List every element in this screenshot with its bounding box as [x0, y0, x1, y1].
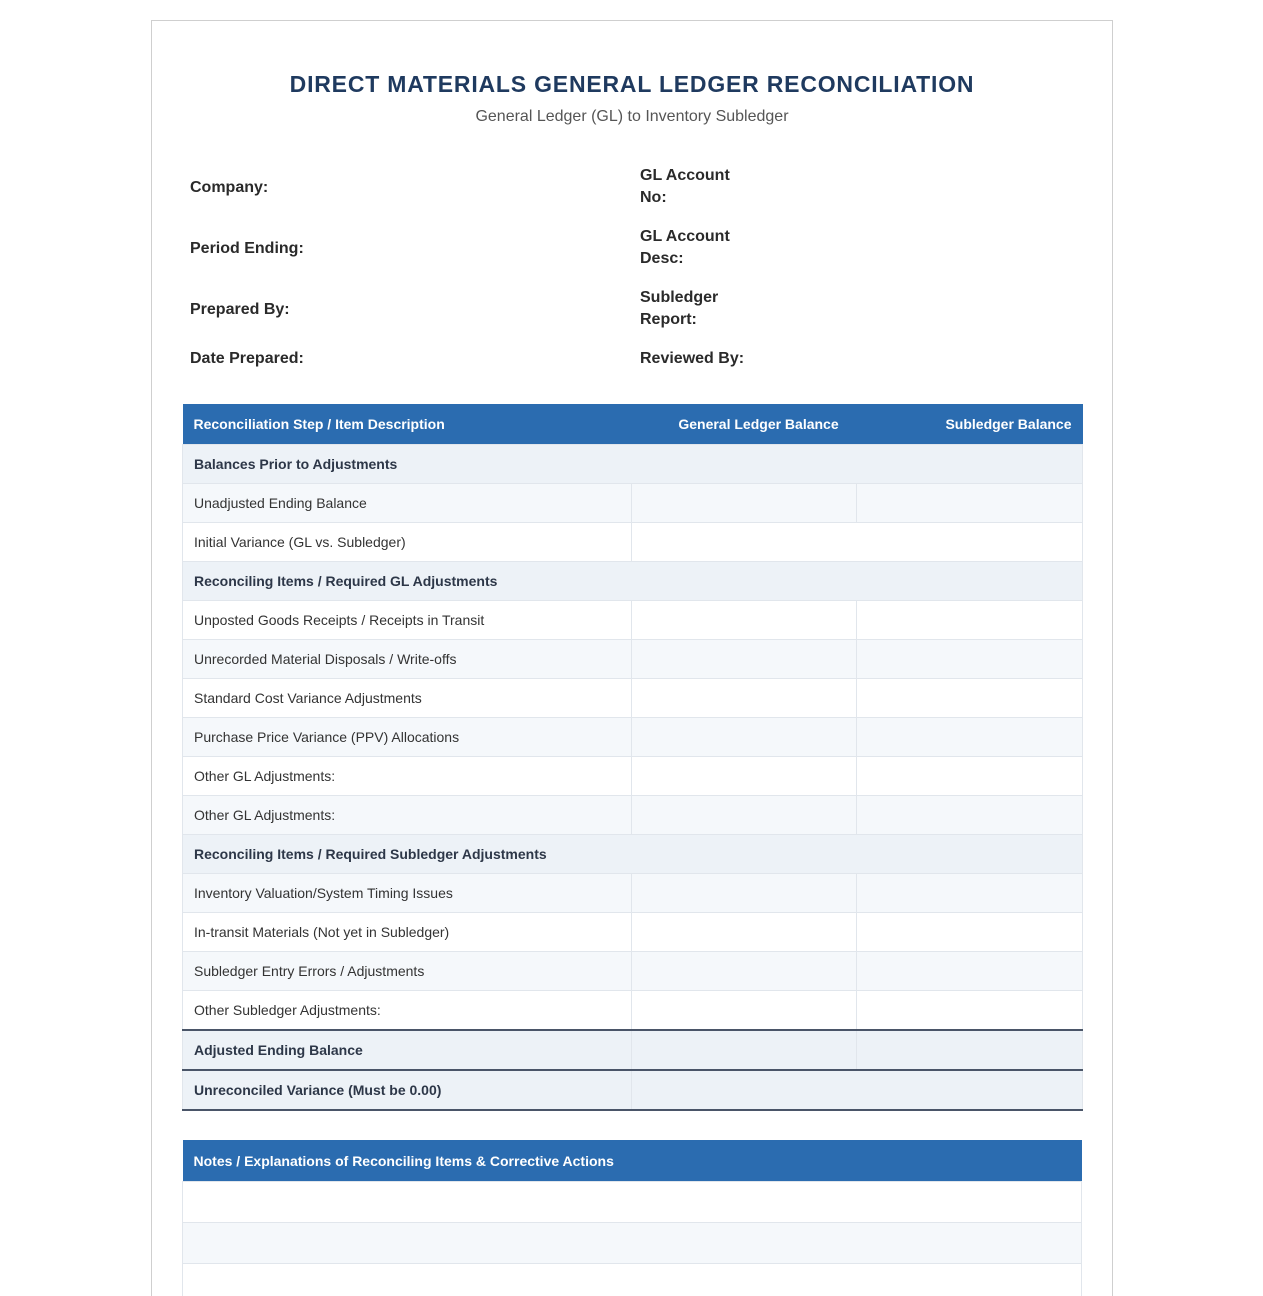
- section-row-subledger-adjustments: [183, 835, 1083, 874]
- gl-balance-cell[interactable]: [632, 679, 857, 718]
- gl-balance-cell[interactable]: [632, 952, 857, 991]
- prepared-by-label: Prepared By:: [190, 301, 290, 318]
- variance-cell[interactable]: [632, 523, 1083, 562]
- gl-balance-cell[interactable]: [632, 640, 857, 679]
- gl-adjusted-balance-cell[interactable]: [632, 1030, 857, 1070]
- subledger-report-label: Subledger Report:: [640, 289, 719, 328]
- gl-account-desc-label: GL Account Desc:: [640, 228, 730, 267]
- row-label-unreconciled-variance: Unreconciled Variance (Must be 0.00): [183, 1070, 632, 1110]
- section-row-gl-adjustments: [183, 562, 1083, 601]
- table-row: [183, 991, 1083, 1031]
- notes-row: [183, 1182, 1082, 1223]
- row-label-valuation: Inventory Valuation/System Timing Issues: [183, 874, 632, 913]
- subledger-balance-cell[interactable]: [857, 601, 1083, 640]
- row-label-other-subledger: Other Subledger Adjustments:: [183, 991, 632, 1031]
- company-label: Company:: [190, 179, 269, 196]
- table-row: [183, 913, 1083, 952]
- row-label-initial-variance: Initial Variance (GL vs. Subledger): [183, 523, 632, 562]
- table-row: [183, 757, 1083, 796]
- notes-table: [182, 1140, 1082, 1296]
- gl-balance-cell[interactable]: [632, 718, 857, 757]
- subledger-balance-cell[interactable]: [857, 796, 1083, 835]
- page-title: DIRECT MATERIALS GENERAL LEDGER RECONCILIATION: [289, 71, 975, 97]
- notes-row: [183, 1223, 1082, 1264]
- table-row: [183, 679, 1083, 718]
- subledger-balance-cell[interactable]: [857, 679, 1083, 718]
- adjusted-balance-row: [183, 1030, 1083, 1070]
- gl-balance-cell[interactable]: [632, 757, 857, 796]
- subledger-balance-cell[interactable]: [857, 484, 1083, 523]
- notes-line[interactable]: [183, 1264, 1082, 1296]
- section-title-prior: Balances Prior to Adjustments: [183, 445, 1083, 484]
- subledger-balance-cell[interactable]: [857, 757, 1083, 796]
- gl-balance-cell[interactable]: [632, 601, 857, 640]
- row-label-adjusted-balance: Adjusted Ending Balance: [183, 1030, 632, 1070]
- table-row: [183, 952, 1083, 991]
- table-header-row: [183, 404, 1083, 445]
- gl-balance-cell[interactable]: [632, 991, 857, 1031]
- row-label-ppv: Purchase Price Variance (PPV) Allocations: [183, 718, 632, 757]
- row-label-unrecorded-disposals: Unrecorded Material Disposals / Write-offs: [183, 640, 632, 679]
- table-row: [183, 601, 1083, 640]
- page-subtitle: General Ledger (GL) to Inventory Subledger: [475, 108, 789, 125]
- row-label-standard-cost: Standard Cost Variance Adjustments: [183, 679, 632, 718]
- table-row: [183, 874, 1083, 913]
- section-title-gl-adjustments: Reconciling Items / Required GL Adjustments: [183, 562, 1083, 601]
- subledger-balance-cell[interactable]: [857, 640, 1083, 679]
- section-title-subledger-adjustments: Reconciling Items / Required Subledger Adjustments: [183, 835, 1083, 874]
- date-prepared-label: Date Prepared:: [190, 350, 304, 367]
- row-label-entry-errors: Subledger Entry Errors / Adjustments: [183, 952, 632, 991]
- gl-balance-cell[interactable]: [632, 913, 857, 952]
- table-row: [183, 796, 1083, 835]
- row-label-other-gl-2: Other GL Adjustments:: [183, 796, 632, 835]
- reconciliation-sheet: [151, 20, 1113, 1296]
- table-row: [183, 523, 1083, 562]
- notes-line[interactable]: [183, 1182, 1082, 1223]
- row-label-unposted-receipts: Unposted Goods Receipts / Receipts in Transit: [183, 601, 632, 640]
- gl-balance-cell[interactable]: [632, 796, 857, 835]
- unreconciled-variance-row: [183, 1070, 1083, 1110]
- table-row: [183, 718, 1083, 757]
- column-header-subledger-balance: Subledger Balance: [857, 404, 1083, 445]
- reconciliation-table: [182, 404, 1083, 1111]
- notes-line[interactable]: [183, 1223, 1082, 1264]
- unreconciled-variance-cell[interactable]: [632, 1070, 1083, 1110]
- row-label-in-transit: In-transit Materials (Not yet in Subledger): [183, 913, 632, 952]
- period-ending-label: Period Ending:: [190, 240, 304, 257]
- gl-balance-cell[interactable]: [632, 874, 857, 913]
- row-label-unadjusted: Unadjusted Ending Balance: [183, 484, 632, 523]
- gl-account-no-label: GL Account No:: [640, 167, 730, 206]
- row-label-other-gl-1: Other GL Adjustments:: [183, 757, 632, 796]
- column-header-description: Reconciliation Step / Item Description: [183, 404, 632, 445]
- subledger-balance-cell[interactable]: [857, 718, 1083, 757]
- notes-row: [183, 1264, 1082, 1296]
- table-row: [183, 640, 1083, 679]
- subledger-balance-cell[interactable]: [857, 991, 1083, 1031]
- reviewed-by-label: Reviewed By:: [640, 350, 745, 367]
- notes-header: Notes / Explanations of Reconciling Items & Corrective Actions: [183, 1140, 1082, 1182]
- table-row: [183, 484, 1083, 523]
- gl-balance-cell[interactable]: [632, 484, 857, 523]
- subledger-balance-cell[interactable]: [857, 913, 1083, 952]
- subledger-adjusted-balance-cell[interactable]: [857, 1030, 1083, 1070]
- subledger-balance-cell[interactable]: [857, 874, 1083, 913]
- notes-header-row: [183, 1140, 1082, 1182]
- column-header-gl-balance: General Ledger Balance: [632, 404, 857, 445]
- subledger-balance-cell[interactable]: [857, 952, 1083, 991]
- section-row-prior: [183, 445, 1083, 484]
